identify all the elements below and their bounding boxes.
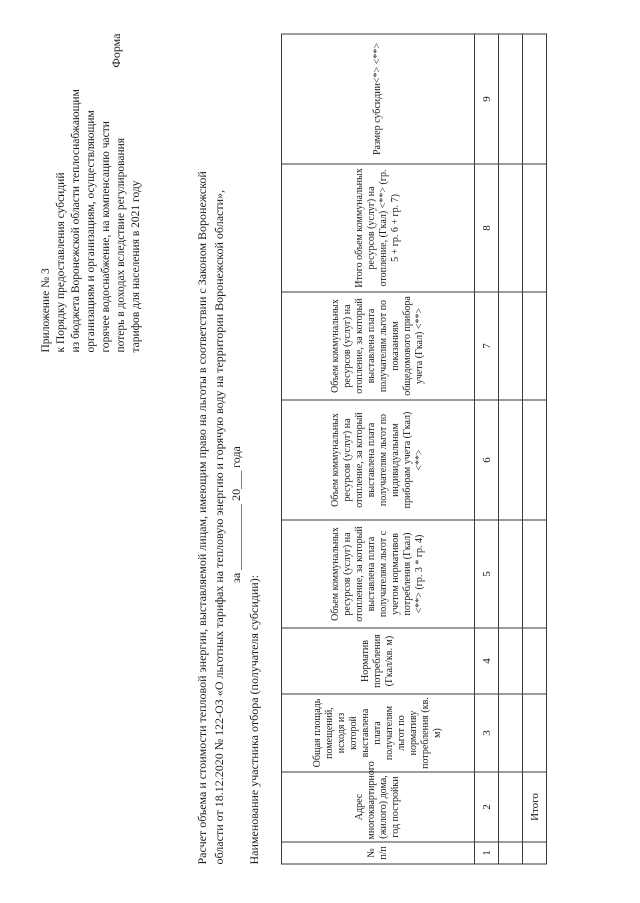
appendix-line: потерь в доходах вследствие регулирования: [115, 137, 127, 353]
table-cell: [499, 164, 523, 292]
header-cell: Объем коммунальных ресурсов (услуг) на отопление, за который выставлена плата получателям льгот по показаниям общедомового прибора учета (Гкал) <**>: [282, 292, 475, 400]
table-cell: [499, 520, 523, 628]
table-row: [499, 34, 523, 864]
table-cell: [523, 694, 547, 772]
participant-label: Наименование участника отбора (получателя субсидии):: [247, 574, 261, 865]
column-number: 3: [475, 694, 499, 772]
document-page: [19, 20, 621, 883]
table-cell: [499, 34, 523, 164]
header-cell: Объем коммунальных ресурсов (услуг) на отопление, за который выставлена плата получателям льгот по индивидуальным приборам учета (Гкал) <**>: [282, 400, 475, 520]
header-cell: Итого объем коммунальных ресурсов (услуг) на отопление, (Гкал) <**> (гр. 5 + гр. 6 + гр. 7): [282, 164, 475, 292]
column-number: 1: [475, 842, 499, 864]
appendix-line: Приложение № 3: [40, 268, 52, 353]
document-title: [194, 25, 245, 865]
table-cell: [499, 694, 523, 772]
table-cell: [523, 400, 547, 520]
calculation-table: [281, 34, 547, 865]
form-label: Форма: [109, 33, 123, 68]
column-number: 8: [475, 164, 499, 292]
title-line-2: области от 18.12.2020 № 122-ОЗ «О льготных тарифах на тепловую энергию и горячую воду на территории Воронежской области»,: [212, 189, 226, 865]
title-line-1: Расчет объема и стоимости тепловой энергии, выставляемой лицам, имеющим право на льготы в соответствии с Законом Воронежской: [195, 171, 209, 865]
appendix-block: [39, 23, 144, 353]
table-cell: [523, 164, 547, 292]
column-number: 2: [475, 772, 499, 842]
appendix-line: горячее водоснабжение, на компенсацию части: [100, 121, 112, 353]
table-cell: [523, 842, 547, 864]
table-cell: [499, 292, 523, 400]
table-cell: [499, 628, 523, 694]
header-cell: Адрес многоквартирного (жилого) дома, год постройки: [282, 772, 475, 842]
title-period: за ___________ 20___ года: [229, 446, 243, 583]
table-cell: [523, 628, 547, 694]
header-cell: Общая площадь помещений, исходя из которой выставлена плата получателям льгот по нормативу потребления (кв. м): [282, 694, 475, 772]
column-number: 7: [475, 292, 499, 400]
column-number-row: [475, 34, 499, 864]
header-cell: Размер субсидии<*> <**>: [282, 34, 475, 164]
column-number: 4: [475, 628, 499, 694]
total-row: [523, 34, 547, 864]
column-number: 9: [475, 34, 499, 164]
header-cell: Норматив потребления (Гкал/кв. м): [282, 628, 475, 694]
appendix-line: из бюджета Воронежской области теплоснабжающим: [70, 89, 82, 353]
table-cell: [499, 842, 523, 864]
column-number: 5: [475, 520, 499, 628]
table-cell: [523, 520, 547, 628]
appendix-line: тарифов для населения в 2021 году: [130, 180, 142, 353]
total-label: Итого: [523, 772, 547, 842]
table-cell: [523, 292, 547, 400]
appendix-line: организациям и организациям, осуществляющим: [85, 110, 97, 353]
table-cell: [499, 772, 523, 842]
table-cell: [523, 34, 547, 164]
header-cell: № п/п: [282, 842, 475, 864]
appendix-line: к Порядку предоставления субсидий: [55, 172, 67, 353]
table-cell: [499, 400, 523, 520]
header-cell: Объем коммунальных ресурсов (услуг) на отопление, за который выставлена плата получателям льгот с учетом нормативов потребления (Гкал) <**> (гр. 3 * гр. 4): [282, 520, 475, 628]
header-row: [282, 34, 475, 864]
column-number: 6: [475, 400, 499, 520]
